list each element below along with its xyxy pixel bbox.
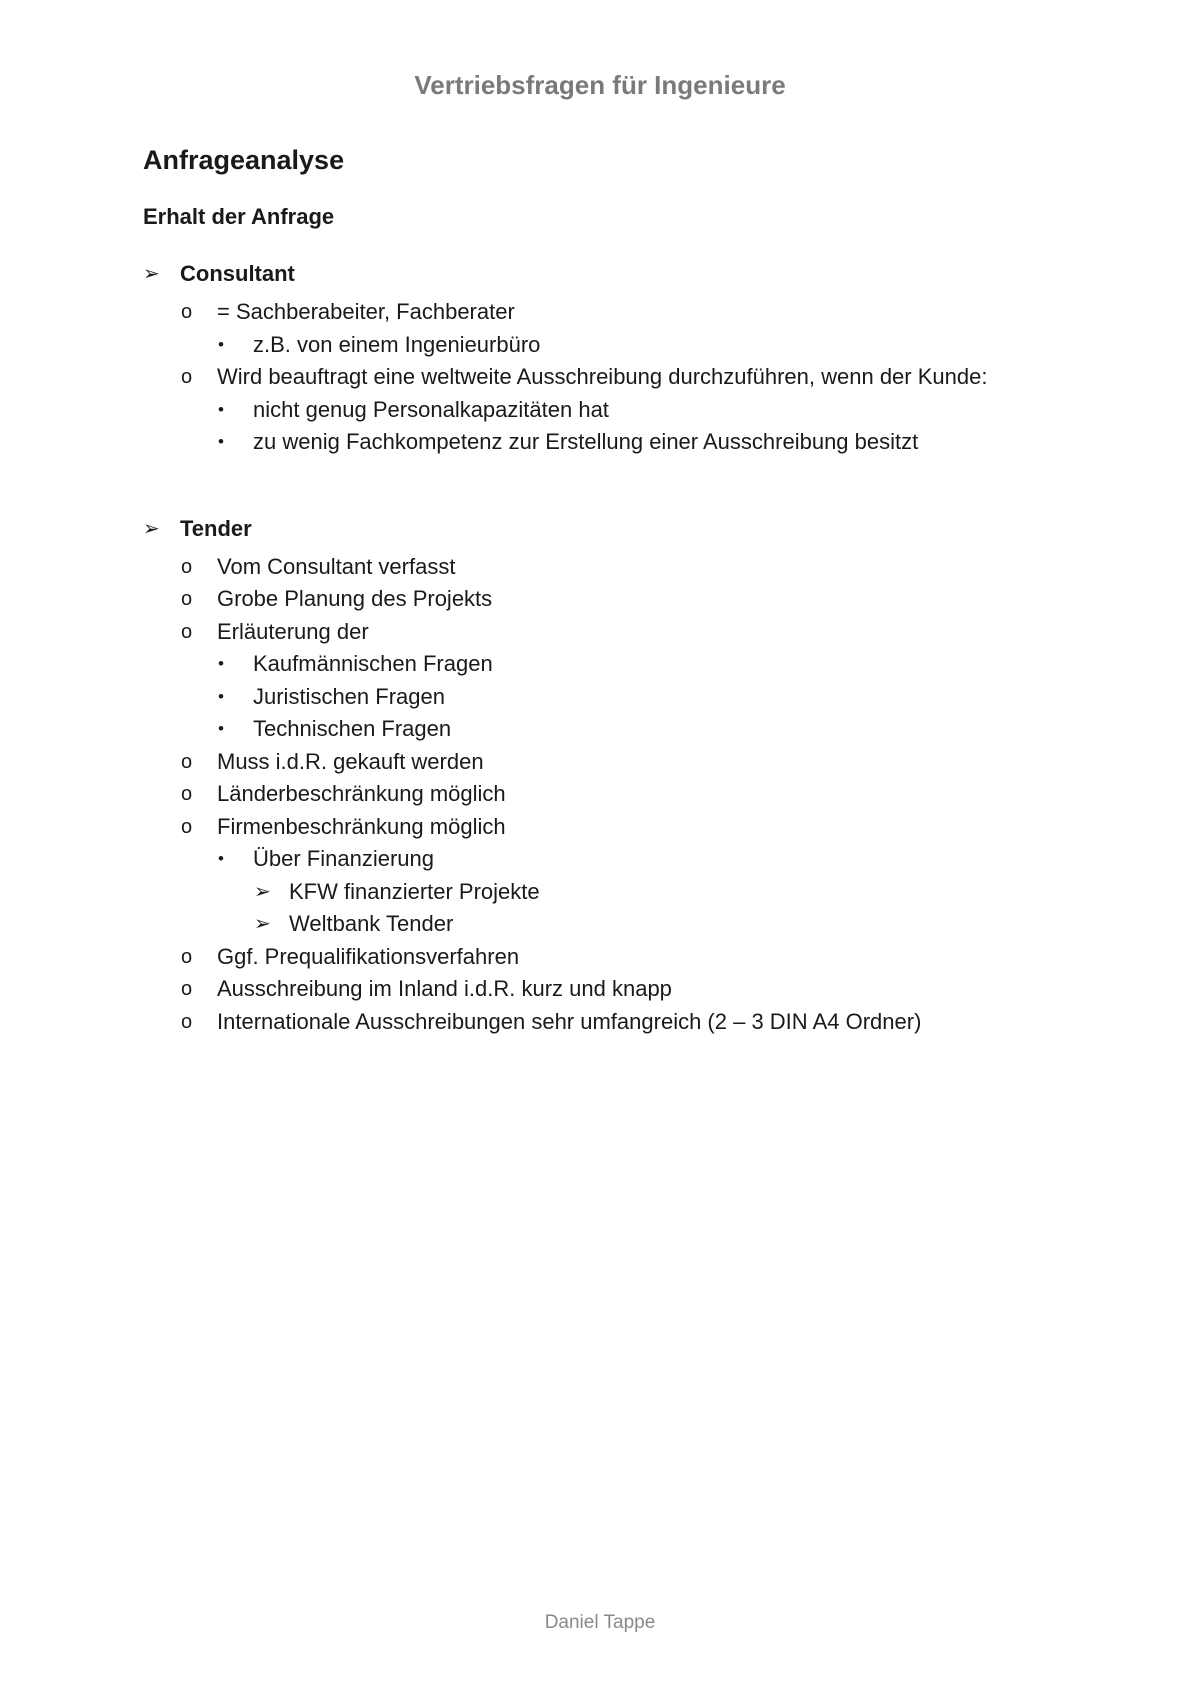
dot-bullet-icon: • xyxy=(218,719,224,738)
circle-bullet-icon: o xyxy=(181,620,193,643)
list-item xyxy=(143,296,1043,361)
sub-list-item-text: z.B. von einem Ingenieurbüro xyxy=(253,331,541,357)
circle-bullet-icon: o xyxy=(181,815,193,838)
sub-list-item xyxy=(217,713,1043,746)
topic-heading-label: Tender xyxy=(180,515,252,541)
sub-sub-list xyxy=(253,876,1043,941)
topic-heading-label: Consultant xyxy=(180,261,295,286)
list-item xyxy=(143,583,1043,616)
sub-list-item-text: nicht genug Personalkapazitäten hat xyxy=(253,396,609,422)
arrow-bullet-icon: ➢ xyxy=(143,517,160,540)
sub-list xyxy=(217,394,1043,459)
list-item xyxy=(143,973,1043,1006)
list-item xyxy=(143,361,1043,459)
topic-heading xyxy=(143,513,1043,545)
dot-bullet-icon: • xyxy=(218,334,224,354)
sub-sub-list-item xyxy=(253,876,1043,909)
list-item xyxy=(143,941,1043,974)
circle-bullet-icon: o xyxy=(181,750,193,773)
list-item-text: Ggf. Prequalifikationsverfahren xyxy=(217,943,520,969)
sub-list-item-text: zu wenig Fachkompetenz zur Erstellung einer Ausschreibung besitzt xyxy=(253,429,919,454)
list-item xyxy=(143,746,1043,779)
sub-sub-list-item xyxy=(253,908,1043,941)
arrow-bullet-icon: ➢ xyxy=(254,880,271,903)
topic-consultant xyxy=(143,258,1043,459)
sub-list-item-text: Juristischen Fragen xyxy=(253,683,445,709)
arrow-bullet-icon: ➢ xyxy=(143,263,160,285)
circle-bullet-icon: o xyxy=(181,978,193,1000)
list-item-text: Grobe Planung des Projekts xyxy=(217,586,493,611)
list-item xyxy=(143,811,1043,941)
sub-list-item xyxy=(217,843,1043,941)
sub-list-item xyxy=(217,394,1043,427)
dot-bullet-icon: • xyxy=(218,654,224,673)
sub-list-item xyxy=(217,648,1043,681)
page-header-title: Vertriebsfragen für Ingenieure xyxy=(414,70,786,100)
sub-list xyxy=(217,648,1043,746)
dot-bullet-icon: • xyxy=(218,399,224,419)
topic-heading xyxy=(143,258,1043,290)
dot-bullet-icon: • xyxy=(218,432,224,451)
list-item-text: Länderbeschränkung möglich xyxy=(217,781,506,806)
list-item xyxy=(143,1006,1043,1039)
tender-list xyxy=(143,551,1043,1039)
sub-list-item xyxy=(217,426,1043,459)
list-item-text: Vom Consultant verfasst xyxy=(217,553,456,579)
circle-bullet-icon: o xyxy=(181,1010,193,1033)
sub-sub-list-item-text: KFW finanzierter Projekte xyxy=(289,878,540,904)
sub-sub-list-item-text: Weltbank Tender xyxy=(289,911,454,936)
circle-bullet-icon: o xyxy=(181,588,193,610)
circle-bullet-icon: o xyxy=(181,555,193,578)
list-item xyxy=(143,616,1043,746)
dot-bullet-icon: • xyxy=(218,686,224,706)
dot-bullet-icon: • xyxy=(218,849,224,868)
sub-list-item-text: Über Finanzierung xyxy=(253,846,434,871)
document-content xyxy=(143,140,1043,1038)
sub-list-item xyxy=(217,681,1043,714)
list-item xyxy=(143,551,1043,584)
circle-bullet-icon: o xyxy=(181,301,193,323)
list-item xyxy=(143,778,1043,811)
list-item-text: Internationale Ausschreibungen sehr umfangreich (2 – 3 DIN A4 Ordner) xyxy=(217,1008,922,1034)
list-item-text: Wird beauftragt eine weltweite Ausschreibung durchzuführen, wenn der Kunde: xyxy=(217,364,988,389)
list-item-text: Firmenbeschränkung möglich xyxy=(217,813,506,839)
consultant-list xyxy=(143,296,1043,459)
circle-bullet-icon: o xyxy=(181,783,193,805)
sub-list xyxy=(217,843,1043,941)
topic-tender xyxy=(143,513,1043,1039)
subsection-title: Erhalt der Anfrage xyxy=(143,204,335,229)
section-title: Anfrageanalyse xyxy=(143,145,345,175)
sub-list-item xyxy=(217,329,1043,362)
list-item-text: Erläuterung der xyxy=(217,618,369,644)
list-item-text: = Sachberabeiter, Fachberater xyxy=(217,299,515,324)
sub-list-item-text: Technischen Fragen xyxy=(253,716,452,741)
sub-list-item-text: Kaufmännischen Fragen xyxy=(253,651,493,676)
circle-bullet-icon: o xyxy=(181,366,193,388)
sub-list xyxy=(217,329,1043,362)
circle-bullet-icon: o xyxy=(181,945,193,968)
list-item-text: Muss i.d.R. gekauft werden xyxy=(217,748,484,774)
arrow-bullet-icon: ➢ xyxy=(254,913,271,935)
page-footer-author: Daniel Tappe xyxy=(544,1612,656,1633)
list-item-text: Ausschreibung im Inland i.d.R. kurz und knapp xyxy=(217,976,672,1001)
